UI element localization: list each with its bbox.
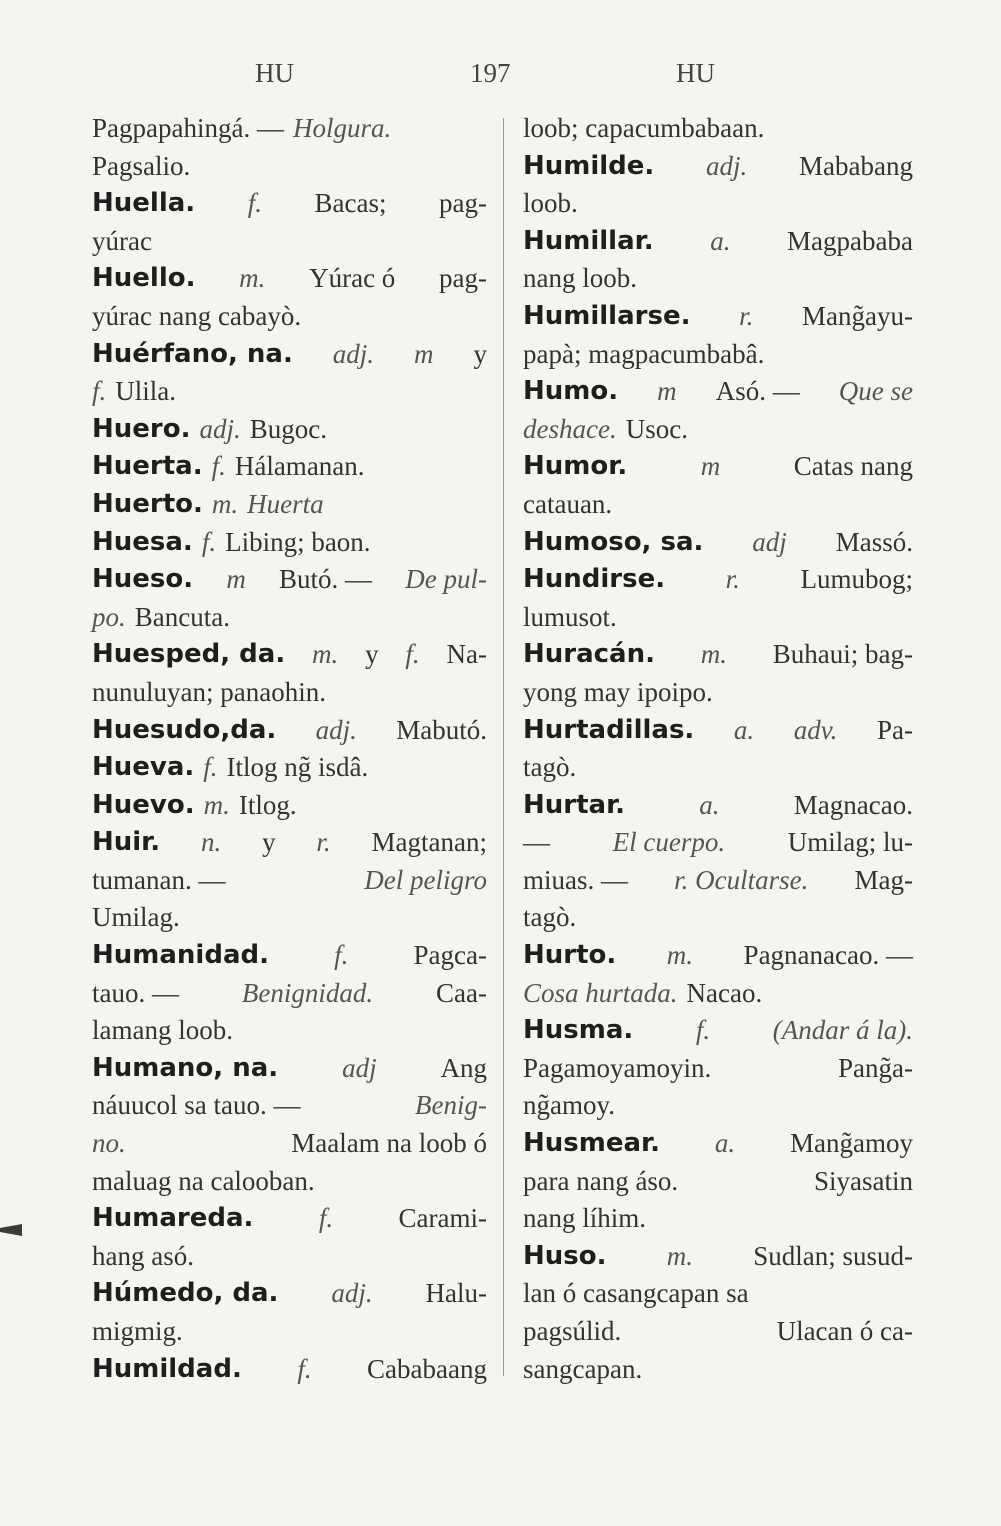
text: Umilag; lu-: [787, 827, 913, 858]
page-number: 197: [470, 58, 511, 88]
entry-line: [523, 937, 913, 975]
entry-line: [92, 148, 487, 186]
entry-line: [92, 674, 487, 712]
entry-line: [523, 712, 913, 750]
entry-line: [523, 561, 913, 599]
italic-text: a.: [710, 225, 731, 256]
entry-line: [92, 1125, 487, 1163]
italic-text: m.: [239, 263, 266, 294]
italic-text: f.: [203, 752, 218, 783]
italic-text: Cosa hurtada.: [523, 977, 678, 1008]
text: Catas nang: [793, 451, 913, 482]
text: tagò.: [523, 902, 577, 933]
text: lumusot.: [523, 601, 617, 632]
text: yúrac nang cabayò.: [92, 300, 302, 331]
entry-line: [523, 336, 913, 374]
text: y: [473, 338, 487, 369]
text: Yúrac ó: [309, 263, 396, 294]
text: Pagpapahingá. —: [92, 113, 284, 143]
text: lan ó casangcapan sa: [523, 1278, 749, 1309]
entry-line: [523, 599, 913, 637]
text: Bancuta.: [134, 601, 230, 632]
text: nang loob.: [523, 263, 637, 294]
headword: Huso.: [523, 1240, 607, 1271]
italic-text: adj: [342, 1052, 377, 1083]
text: tauo. —: [92, 977, 179, 1008]
text: Pagsalio.: [92, 150, 191, 181]
text: papà; magpacumbabâ.: [523, 338, 765, 369]
entry-line: [92, 975, 487, 1013]
text: pag-: [439, 263, 487, 294]
text: Massó.: [835, 526, 913, 557]
italic-text: n.: [201, 827, 222, 858]
entry-line: [92, 749, 487, 787]
entry-line: [92, 561, 487, 599]
italic-text: m.: [312, 639, 339, 670]
headword: Huella.: [92, 188, 196, 219]
italic-text: m.: [700, 639, 727, 670]
entry-line: [92, 524, 487, 562]
text: tumanan. —: [92, 864, 226, 895]
text: Na-: [446, 639, 487, 670]
text: Cababaang: [367, 1353, 487, 1384]
headword: Huesudo,da.: [92, 714, 277, 745]
entry-line: [92, 599, 487, 637]
italic-text: f.: [92, 376, 107, 407]
entry-line: [92, 110, 487, 148]
entry-line: [523, 1012, 913, 1050]
headword: Huesped, da.: [92, 639, 286, 670]
text: yúrac: [92, 225, 152, 256]
text: Buhaui; bag-: [772, 639, 913, 670]
text: pagsúlid.: [523, 1316, 622, 1346]
headword: Huello.: [92, 263, 196, 294]
text: Magpababa: [787, 225, 913, 256]
italic-text: f.: [297, 1353, 312, 1384]
text: y: [262, 827, 276, 858]
text: —: [523, 827, 550, 858]
left-column: [92, 110, 487, 1388]
entry-line: [523, 486, 913, 524]
italic-text: f.: [695, 1015, 711, 1046]
headword: Huerto.: [92, 488, 203, 519]
page-header: [0, 58, 1001, 98]
headword: Huracán.: [523, 639, 655, 670]
entry-line: [92, 260, 487, 298]
entry-line: [523, 862, 913, 900]
entry-line: [92, 1012, 487, 1050]
entry-line: [523, 185, 913, 223]
entry-line: [92, 1200, 487, 1238]
text: Butó. —: [279, 564, 373, 595]
italic-text: f.: [405, 639, 420, 670]
italic-text: r.: [316, 827, 331, 858]
text: Mababang: [799, 150, 913, 181]
entry-line: [92, 223, 487, 261]
entry-line: [92, 185, 487, 223]
headword: Humillarse.: [523, 300, 691, 331]
headword: Humo.: [523, 376, 619, 407]
headword: Humoso, sa.: [523, 526, 704, 557]
headword: Huir.: [92, 827, 161, 858]
italic-text: Del peligro: [364, 864, 487, 895]
entry-line: [523, 1163, 913, 1201]
italic-text: m: [226, 564, 246, 595]
entry-line: [523, 787, 913, 825]
italic-text: m.: [666, 1240, 693, 1271]
italic-text: adj.: [331, 1278, 373, 1309]
text: Pa-: [876, 714, 913, 745]
text: pag-: [439, 188, 487, 219]
text: Mag-: [854, 864, 913, 895]
italic-text: (Andar á la).: [772, 1015, 913, 1046]
text: Bugoc.: [249, 413, 327, 444]
entry-line: [523, 1238, 913, 1276]
entry-line: [92, 448, 487, 486]
headword: Hurtar.: [523, 789, 626, 820]
column-divider: [503, 118, 504, 1376]
headword: Hundirse.: [523, 564, 666, 595]
text: yong may ipoipo.: [523, 676, 713, 707]
text: loob; capacumbabaan.: [523, 113, 765, 143]
italic-text: a.: [699, 789, 720, 820]
text: Magtanan;: [371, 827, 487, 858]
text: Maalam na loob ó: [291, 1128, 487, 1159]
italic-text: El cuerpo.: [612, 827, 726, 858]
headword: Huerta.: [92, 451, 203, 482]
text: nunuluyan; panaohin.: [92, 676, 326, 707]
headword: Húmedo, da.: [92, 1278, 279, 1309]
text: para nang áso.: [523, 1165, 679, 1196]
text: Pagca-: [413, 940, 487, 971]
italic-text: a.: [733, 714, 755, 745]
headword: Humareda.: [92, 1203, 254, 1234]
italic-text: adj: [752, 526, 787, 557]
entry-line: [92, 712, 487, 750]
text: Carami-: [398, 1203, 487, 1234]
header-left-guide-word: HU: [255, 58, 294, 88]
text: Pang̃a-: [838, 1052, 913, 1083]
entry-line: [523, 1050, 913, 1088]
text: sangcapan.: [523, 1353, 643, 1384]
italic-text: Benig-: [415, 1090, 487, 1121]
entry-line: [523, 1087, 913, 1125]
italic-text: no.: [92, 1128, 126, 1159]
headword: Hurtadillas.: [523, 714, 695, 745]
entry-line: [523, 975, 913, 1013]
header-right-guide-word: HU: [676, 58, 715, 88]
headword: Hueso.: [92, 564, 194, 595]
entry-line: [523, 1351, 913, 1389]
text: Mang̃amoy: [790, 1128, 913, 1159]
margin-arrow-mark: [0, 1224, 22, 1236]
headword: Hurto.: [523, 940, 617, 971]
headword: Huevo.: [92, 789, 195, 820]
headword: Husma.: [523, 1015, 634, 1046]
text: migmig.: [92, 1316, 183, 1346]
text: Sudlan; susud-: [753, 1240, 913, 1271]
entry-line: [523, 448, 913, 486]
italic-text: f.: [318, 1203, 334, 1234]
italic-text: deshace.: [523, 413, 617, 444]
italic-text: m.: [666, 940, 694, 971]
text: Pagnanacao. —: [743, 940, 913, 971]
entry-line: [523, 298, 913, 336]
text: Ang: [440, 1052, 487, 1083]
italic-text: po.: [92, 601, 126, 632]
headword: Huero.: [92, 413, 191, 444]
italic-text: adj.: [315, 714, 357, 745]
entry-line: [523, 899, 913, 937]
entry-line: [92, 1163, 487, 1201]
italic-text: adj.: [706, 150, 748, 181]
headword: Humildad.: [92, 1353, 242, 1384]
text: Halu-: [425, 1278, 487, 1309]
entry-line: [92, 411, 487, 449]
headword: Huérfano, na.: [92, 338, 293, 369]
text: Lumubog;: [800, 564, 913, 595]
headword: Humanidad.: [92, 940, 269, 971]
italic-text: adj.: [199, 413, 241, 444]
entry-line: [523, 1275, 913, 1313]
text: catauan.: [523, 488, 613, 519]
italic-text: Huerta: [247, 488, 324, 519]
italic-text: adj.: [332, 338, 375, 369]
italic-text: m.: [203, 789, 230, 820]
entry-line: [92, 336, 487, 374]
italic-text: Holgura.: [292, 113, 392, 143]
text: Pagamoyamoyin.: [523, 1052, 712, 1083]
italic-text: r.: [739, 300, 754, 331]
entry-line: [92, 1087, 487, 1125]
italic-text: m: [700, 451, 721, 482]
entry-line: [92, 862, 487, 900]
italic-text: m.: [211, 488, 239, 519]
text: Magnacao.: [793, 789, 913, 820]
text: náuucol sa tauo. —: [92, 1090, 301, 1121]
text: maluag na calooban.: [92, 1165, 315, 1196]
text: Nacao.: [686, 977, 763, 1008]
entry-line: [523, 749, 913, 787]
entry-line: [92, 486, 487, 524]
italic-text: f.: [211, 451, 226, 482]
text: Bacas;: [314, 188, 387, 219]
italic-text: m: [414, 338, 434, 369]
text: y: [365, 639, 379, 670]
entry-line: [92, 937, 487, 975]
entry-line: [523, 223, 913, 261]
text: Mang̃ayu-: [802, 300, 913, 331]
italic-text: f.: [247, 188, 262, 219]
text: Itlog ng̃ isdâ.: [226, 752, 369, 783]
italic-text: r.: [725, 564, 740, 595]
entry-line: [92, 298, 487, 336]
italic-text: De pul-: [405, 564, 487, 595]
italic-text: a.: [714, 1128, 736, 1159]
text: Umilag.: [92, 902, 180, 933]
entry-line: [92, 787, 487, 825]
entry-line: [92, 373, 487, 411]
italic-text: m: [657, 376, 677, 407]
entry-line: [523, 524, 913, 562]
entry-line: [92, 899, 487, 937]
entry-line: [523, 636, 913, 674]
entry-line: [92, 1238, 487, 1276]
text: Itlog.: [238, 789, 297, 820]
text: Ulacan ó ca-: [776, 1316, 913, 1346]
headword: Husmear.: [523, 1128, 661, 1159]
text: miuas. —: [523, 864, 628, 895]
headword: Humillar.: [523, 225, 654, 256]
text: hang asó.: [92, 1240, 194, 1271]
entry-line: [92, 1275, 487, 1313]
entry-line: [523, 824, 913, 862]
text: Mabutó.: [396, 714, 487, 745]
entry-line: [523, 110, 913, 148]
text: Libing; baon.: [225, 526, 371, 557]
entry-line: [523, 1125, 913, 1163]
entry-line: [523, 1200, 913, 1238]
text: Usoc.: [625, 413, 688, 444]
entry-line: [92, 824, 487, 862]
text: Ulila.: [115, 376, 177, 407]
text: Asó. —: [715, 376, 800, 407]
text: Hálamanan.: [234, 451, 365, 482]
italic-text: r. Ocultarse.: [674, 864, 809, 895]
entry-line: [92, 636, 487, 674]
text: tagò.: [523, 752, 577, 783]
text: nang líhim.: [523, 1203, 646, 1234]
text: Siyasatin: [814, 1165, 913, 1196]
entry-line: [523, 260, 913, 298]
entry-line: [92, 1351, 487, 1389]
italic-text: adv.: [793, 714, 838, 745]
italic-text: Benignidad.: [241, 977, 374, 1008]
entry-line: [523, 1313, 913, 1351]
headword: Humano, na.: [92, 1052, 279, 1083]
entry-line: [523, 411, 913, 449]
italic-text: f.: [334, 940, 349, 971]
italic-text: Que se: [838, 376, 913, 407]
text: lamang loob.: [92, 1015, 233, 1046]
entry-line: [92, 1313, 487, 1351]
text: ng̃amoy.: [523, 1090, 615, 1121]
entry-line: [523, 148, 913, 186]
entry-line: [523, 674, 913, 712]
italic-text: f.: [201, 526, 217, 557]
headword: Humilde.: [523, 150, 655, 181]
right-column: [523, 110, 913, 1388]
headword: Humor.: [523, 451, 628, 482]
headword: Huesa.: [92, 526, 193, 557]
entry-line: [523, 373, 913, 411]
text: loob.: [523, 188, 578, 219]
entry-line: [92, 1050, 487, 1088]
text: Caa-: [436, 977, 487, 1008]
headword: Hueva.: [92, 752, 195, 783]
